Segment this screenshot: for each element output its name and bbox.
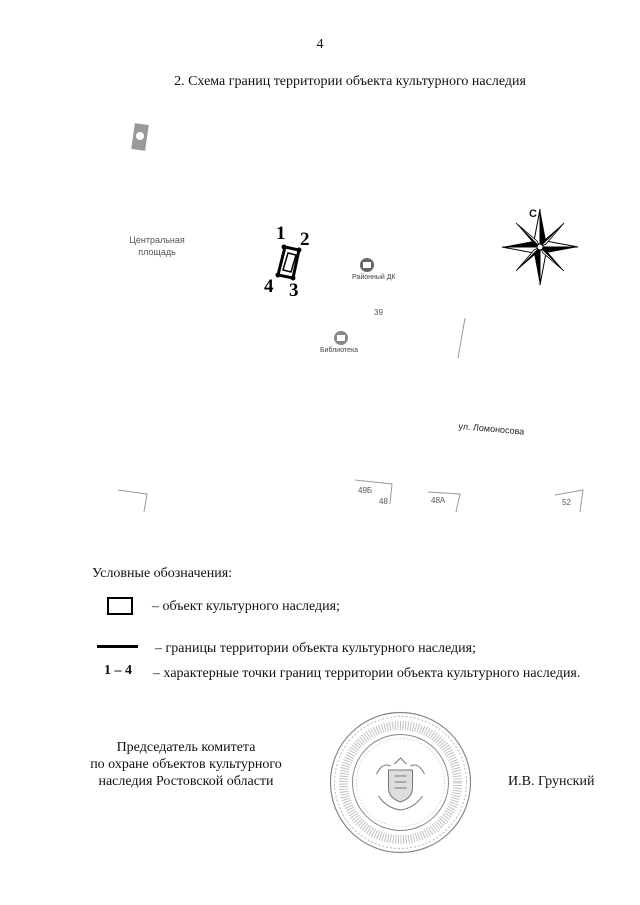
legend-points-text: – характерные точки границ территории объекта культурного наследия. — [153, 666, 581, 681]
heritage-boundary — [276, 245, 302, 281]
page-number: 4 — [316, 37, 324, 52]
north-label: С — [529, 208, 537, 220]
signer-position-line1: Председатель комитета — [116, 740, 256, 755]
signer-position-line2: по охране объектов культурного — [90, 757, 282, 772]
legend-boundary-symbol — [97, 645, 138, 648]
marker-glyph: Ш — [136, 230, 143, 237]
boundary-point-3: 3 — [289, 280, 299, 301]
boundary-point-4: 4 — [264, 276, 274, 297]
legend-object-symbol — [107, 597, 133, 615]
culture-house-icon — [360, 258, 374, 272]
culture-house-label: Районный ДК — [352, 274, 396, 281]
seal-emblem-icon — [328, 710, 473, 855]
legend-title: Условные обозначения: — [92, 566, 233, 581]
house-number-48: 48 — [379, 497, 388, 506]
house-number-52: 52 — [562, 498, 571, 507]
legend-points-symbol: 1 – 4 — [104, 663, 132, 678]
house-number-48a: 48А — [431, 496, 446, 505]
scheme-map — [0, 100, 640, 540]
boundary-point-2: 2 — [300, 229, 310, 250]
signer-position-line3: наследия Ростовской области — [98, 774, 274, 789]
official-seal — [328, 710, 473, 855]
library-label: Библиотека — [320, 347, 359, 354]
signer-position — [40, 739, 332, 790]
central-square-label-line2: площадь — [138, 247, 176, 257]
map-graphics — [0, 100, 640, 540]
map-marker-icon — [131, 123, 148, 151]
legend-boundary-text: – границы территории объекта культурного наследия; — [155, 641, 476, 656]
scheme-title: 2. Схема границ территории объекта культурного наследия — [174, 74, 526, 89]
boundary-point-1: 1 — [276, 223, 286, 244]
central-square-label-line1: Центральная — [129, 235, 185, 245]
signer-name: И.В. Грунский — [508, 774, 595, 789]
library-icon — [334, 331, 348, 345]
legend-object-text: – объект культурного наследия; — [152, 599, 340, 614]
compass-rose-icon — [502, 209, 578, 285]
house-number-39: 39 — [374, 308, 383, 317]
street-label: ул. Ломоносова — [458, 421, 525, 437]
central-square-label — [112, 234, 202, 258]
house-number-49b: 49Б — [358, 486, 373, 495]
